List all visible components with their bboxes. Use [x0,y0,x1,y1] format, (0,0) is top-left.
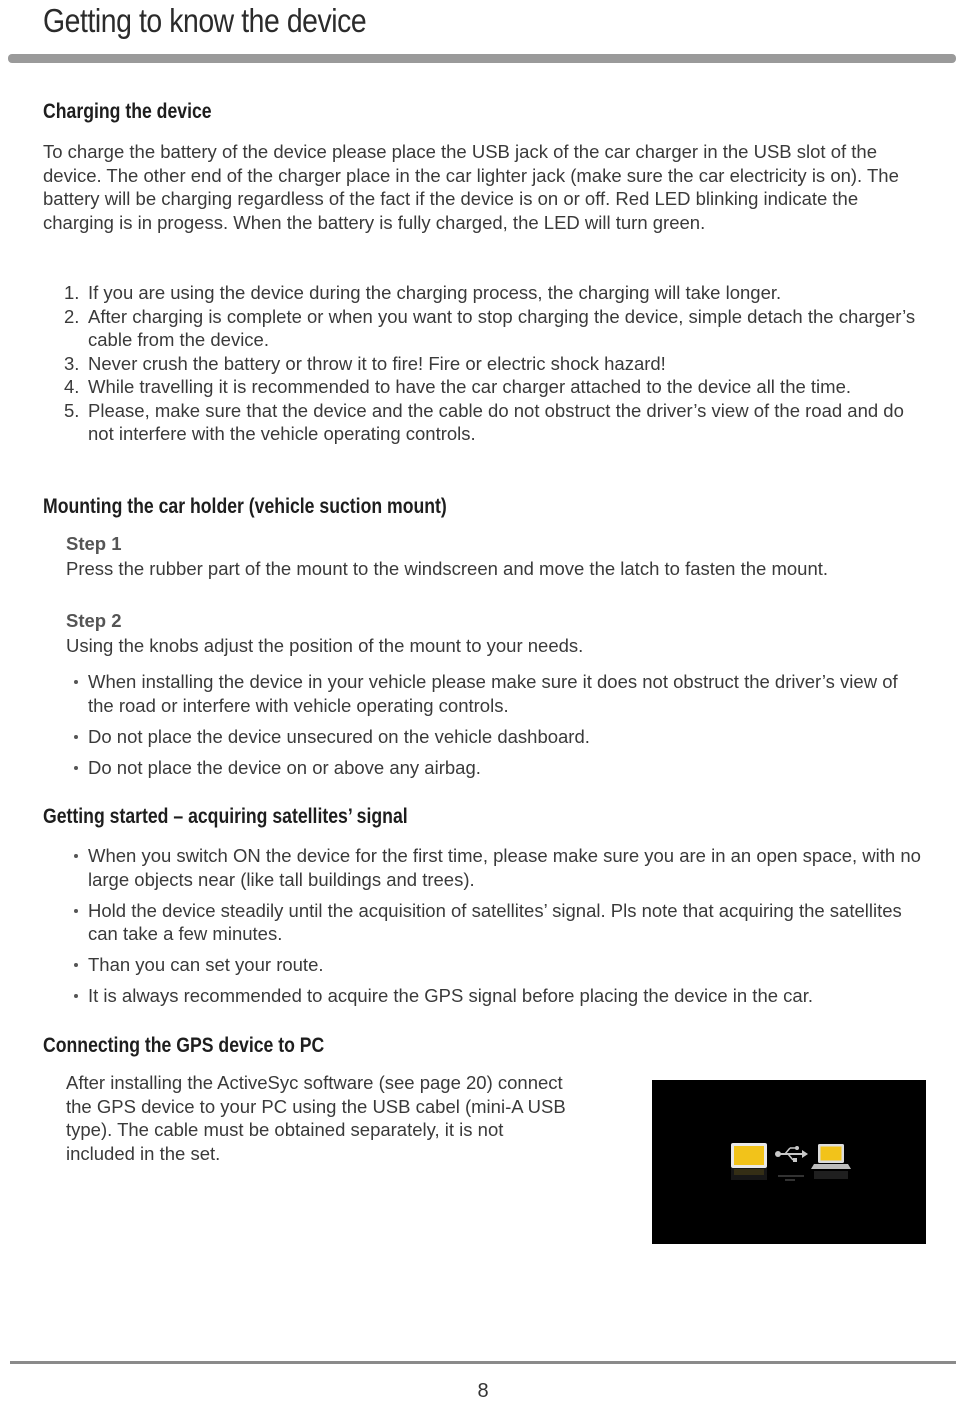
list-item [43,352,923,376]
list-item-text: Never crush the battery or throw it to fire! Fire or electric shock hazard! [88,352,666,374]
bullet-icon [74,735,78,739]
list-item [66,844,926,891]
list-item [66,670,926,717]
section-heading-charging: Charging the device [43,100,212,123]
list-item-text: Do not place the device unsecured on the vehicle dashboard. [88,725,590,747]
page-number: 8 [477,1380,489,1402]
gps-device-icon [731,1143,767,1180]
list-item [66,725,926,749]
list-item [66,756,926,780]
step-2-label: Step 2 [66,610,122,631]
list-item [43,305,923,352]
charging-paragraph: To charge the battery of the device please place the USB jack of the car charger in the USB slot of the device. The other end of the charger place in the car lighter jack (make sure the car electricity is on). The battery will be charging regardless of the fact if the device is on or off. Red LED blinking indicate the charging is in progess. When the battery is fully charged, the LED will turn green. [43,141,899,233]
list-item-text: Do not place the device on or above any airbag. [88,756,481,778]
mounting-bullets [66,670,926,787]
title-divider [8,54,956,63]
list-item [43,399,923,446]
page-title: Getting to know the device [43,2,367,39]
step-2-text: Using the knobs adjust the position of the mount to your needs. [66,635,584,656]
footer-divider [10,1361,956,1364]
section-heading-getting-started: Getting started – acquiring satellites’ signal [43,805,408,828]
step-1-text: Press the rubber part of the mount to the windscreen and move the latch to fasten the mount. [66,558,829,579]
list-item-text: Hold the device steadily until the acquisition of satellites’ signal. Pls note that acquiring the satellites can take a few minutes. [88,899,902,944]
list-item [66,899,926,946]
section-heading-mounting: Mounting the car holder (vehicle suction mount) [43,495,447,518]
list-item [43,281,923,305]
section-heading-connecting: Connecting the GPS device to PC [43,1034,325,1057]
usb-connection-illustration [652,1080,926,1244]
list-item-text: While travelling it is recommended to have the car charger attached to the device all the time. [88,376,851,397]
bullet-icon [74,909,78,913]
connecting-paragraph: After installing the ActiveSyc software (see page 20) connect the GPS device to your PC using the USB cabel (mini-A USB type). The cable must be obtained separately, it is not included in the set. [66,1072,566,1164]
list-item-text: When installing the device in your vehicle please make sure it does not obstruct the driver’s view of the road or interfere with vehicle operating controls. [88,671,898,716]
list-item [66,953,926,977]
bullet-icon [74,854,78,858]
getting-started-bullets [66,844,926,1015]
list-item [43,375,923,399]
usb-connection-image [652,1080,926,1244]
list-item-text: If you are using the device during the charging process, the charging will take longer. [88,282,782,303]
list-number: 3. [64,352,80,374]
list-item-text: After charging is complete or when you want to stop charging the device, simple detach the charger’s cable from the device. [88,305,916,350]
bullet-icon [74,994,78,998]
step-1-label: Step 1 [66,533,122,554]
list-item [66,984,926,1008]
list-number: 1. [64,282,80,303]
list-number: 4. [64,376,80,397]
bullet-icon [74,766,78,770]
list-number: 5. [64,399,80,421]
list-item-text: Than you can set your route. [88,954,324,975]
charging-notes-list [43,281,923,446]
list-item-text: It is always recommended to acquire the GPS signal before placing the device in the car. [88,985,813,1006]
bullet-icon [74,963,78,967]
list-item-text: Please, make sure that the device and the cable do not obstruct the driver’s view of the road and do not interfere with the vehicle operating controls. [88,399,904,444]
bullet-icon [74,680,78,684]
list-item-text: When you switch ON the device for the first time, please make sure you are in an open space, with no large objects near (like tall buildings and trees). [88,845,921,890]
list-number: 2. [64,305,80,327]
